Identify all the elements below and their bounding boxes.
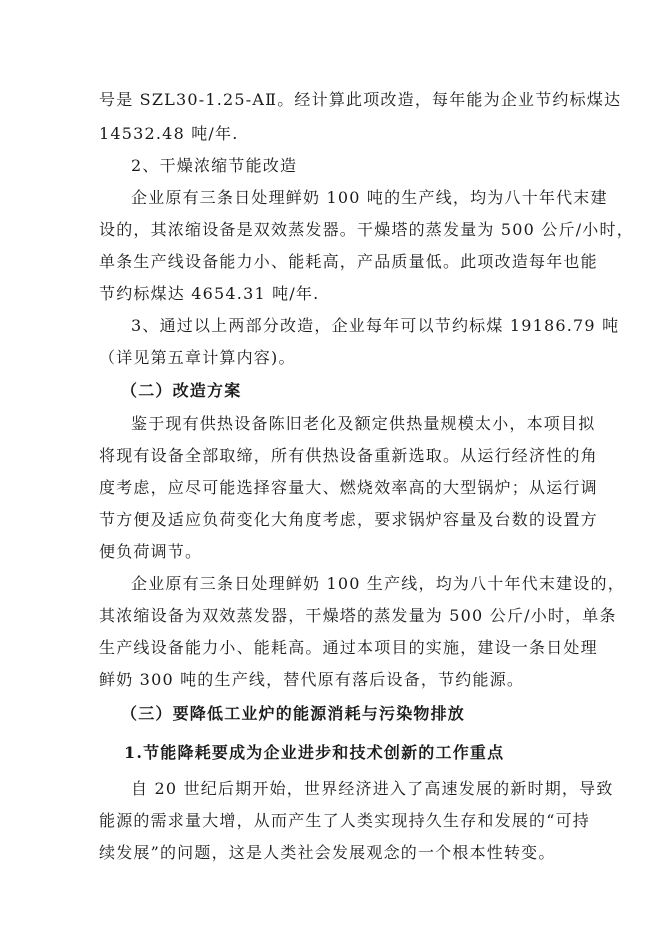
body-text-line: 自 20 世纪后期开始，世界经济进入了高速发展的新时期，导致 bbox=[131, 779, 614, 798]
body-text-line: 度考虑，应尽可能选择容量大、燃烧效率高的大型锅炉；从运行调 bbox=[99, 478, 598, 497]
body-text-line: 3、通过以上两部分改造，企业每年可以节约标煤 19186.79 吨 bbox=[131, 316, 620, 335]
list-item-heading: 2、干燥浓缩节能改造 bbox=[131, 156, 298, 175]
subsection-heading: 1.节能降耗要成为企业进步和技术创新的工作重点 bbox=[124, 743, 505, 762]
body-text-line: 节方便及适应负荷变化大角度考虑，要求锅炉容量及台数的设置方 bbox=[99, 510, 598, 529]
body-text-line: 其浓缩设备为双效蒸发器，干燥塔的蒸发量为 500 公斤/小时，单条 bbox=[99, 606, 617, 625]
body-text-line: 企业原有三条日处理鲜奶 100 生产线，均为八十年代末建设的， bbox=[131, 574, 625, 593]
body-text-line: 续发展”的问题，这是人类社会发展观念的一个根本性转变。 bbox=[99, 843, 556, 862]
body-text-line: 生产线设备能力小、能耗高。通过本项目的实施，建设一条日处理 bbox=[99, 638, 598, 657]
body-text-line: 便负荷调节。 bbox=[99, 542, 203, 561]
body-text-line: 将现有设备全部取缔，所有供热设备重新选取。从运行经济性的角 bbox=[99, 446, 598, 465]
body-text-line: 单条生产线设备能力小、能耗高，产品质量低。此项改造每年也能 bbox=[99, 252, 598, 271]
section-heading: （三）要降低工业炉的能源消耗与污染物排放 bbox=[121, 704, 466, 723]
body-text-line: （详见第五章计算内容)。 bbox=[99, 348, 296, 367]
section-heading: （二）改造方案 bbox=[121, 381, 242, 400]
body-text-line: 鲜奶 300 吨的生产线，替代原有落后设备，节约能源。 bbox=[99, 670, 525, 689]
body-text-line: 企业原有三条日处理鲜奶 100 吨的生产线，均为八十年代末建 bbox=[131, 188, 608, 207]
body-text-line: 鉴于现有供热设备陈旧老化及额定供热量规模太小，本项目拟 bbox=[131, 414, 596, 433]
body-text-line: 节约标煤达 4654.31 吨/年. bbox=[99, 284, 320, 303]
body-text-line: 设的，其浓缩设备是双效蒸发器。干燥塔的蒸发量为 500 公斤/小时， bbox=[99, 220, 634, 239]
body-text-line: 号是 SZL30-1.25-AⅡ。经计算此项改造，每年能为企业节约标煤达 bbox=[99, 90, 622, 109]
body-text-line: 能源的需求量大增，从而产生了人类实现持久生存和发展的“可持 bbox=[99, 811, 590, 830]
body-text-line: 14532.48 吨/年. bbox=[99, 124, 239, 143]
